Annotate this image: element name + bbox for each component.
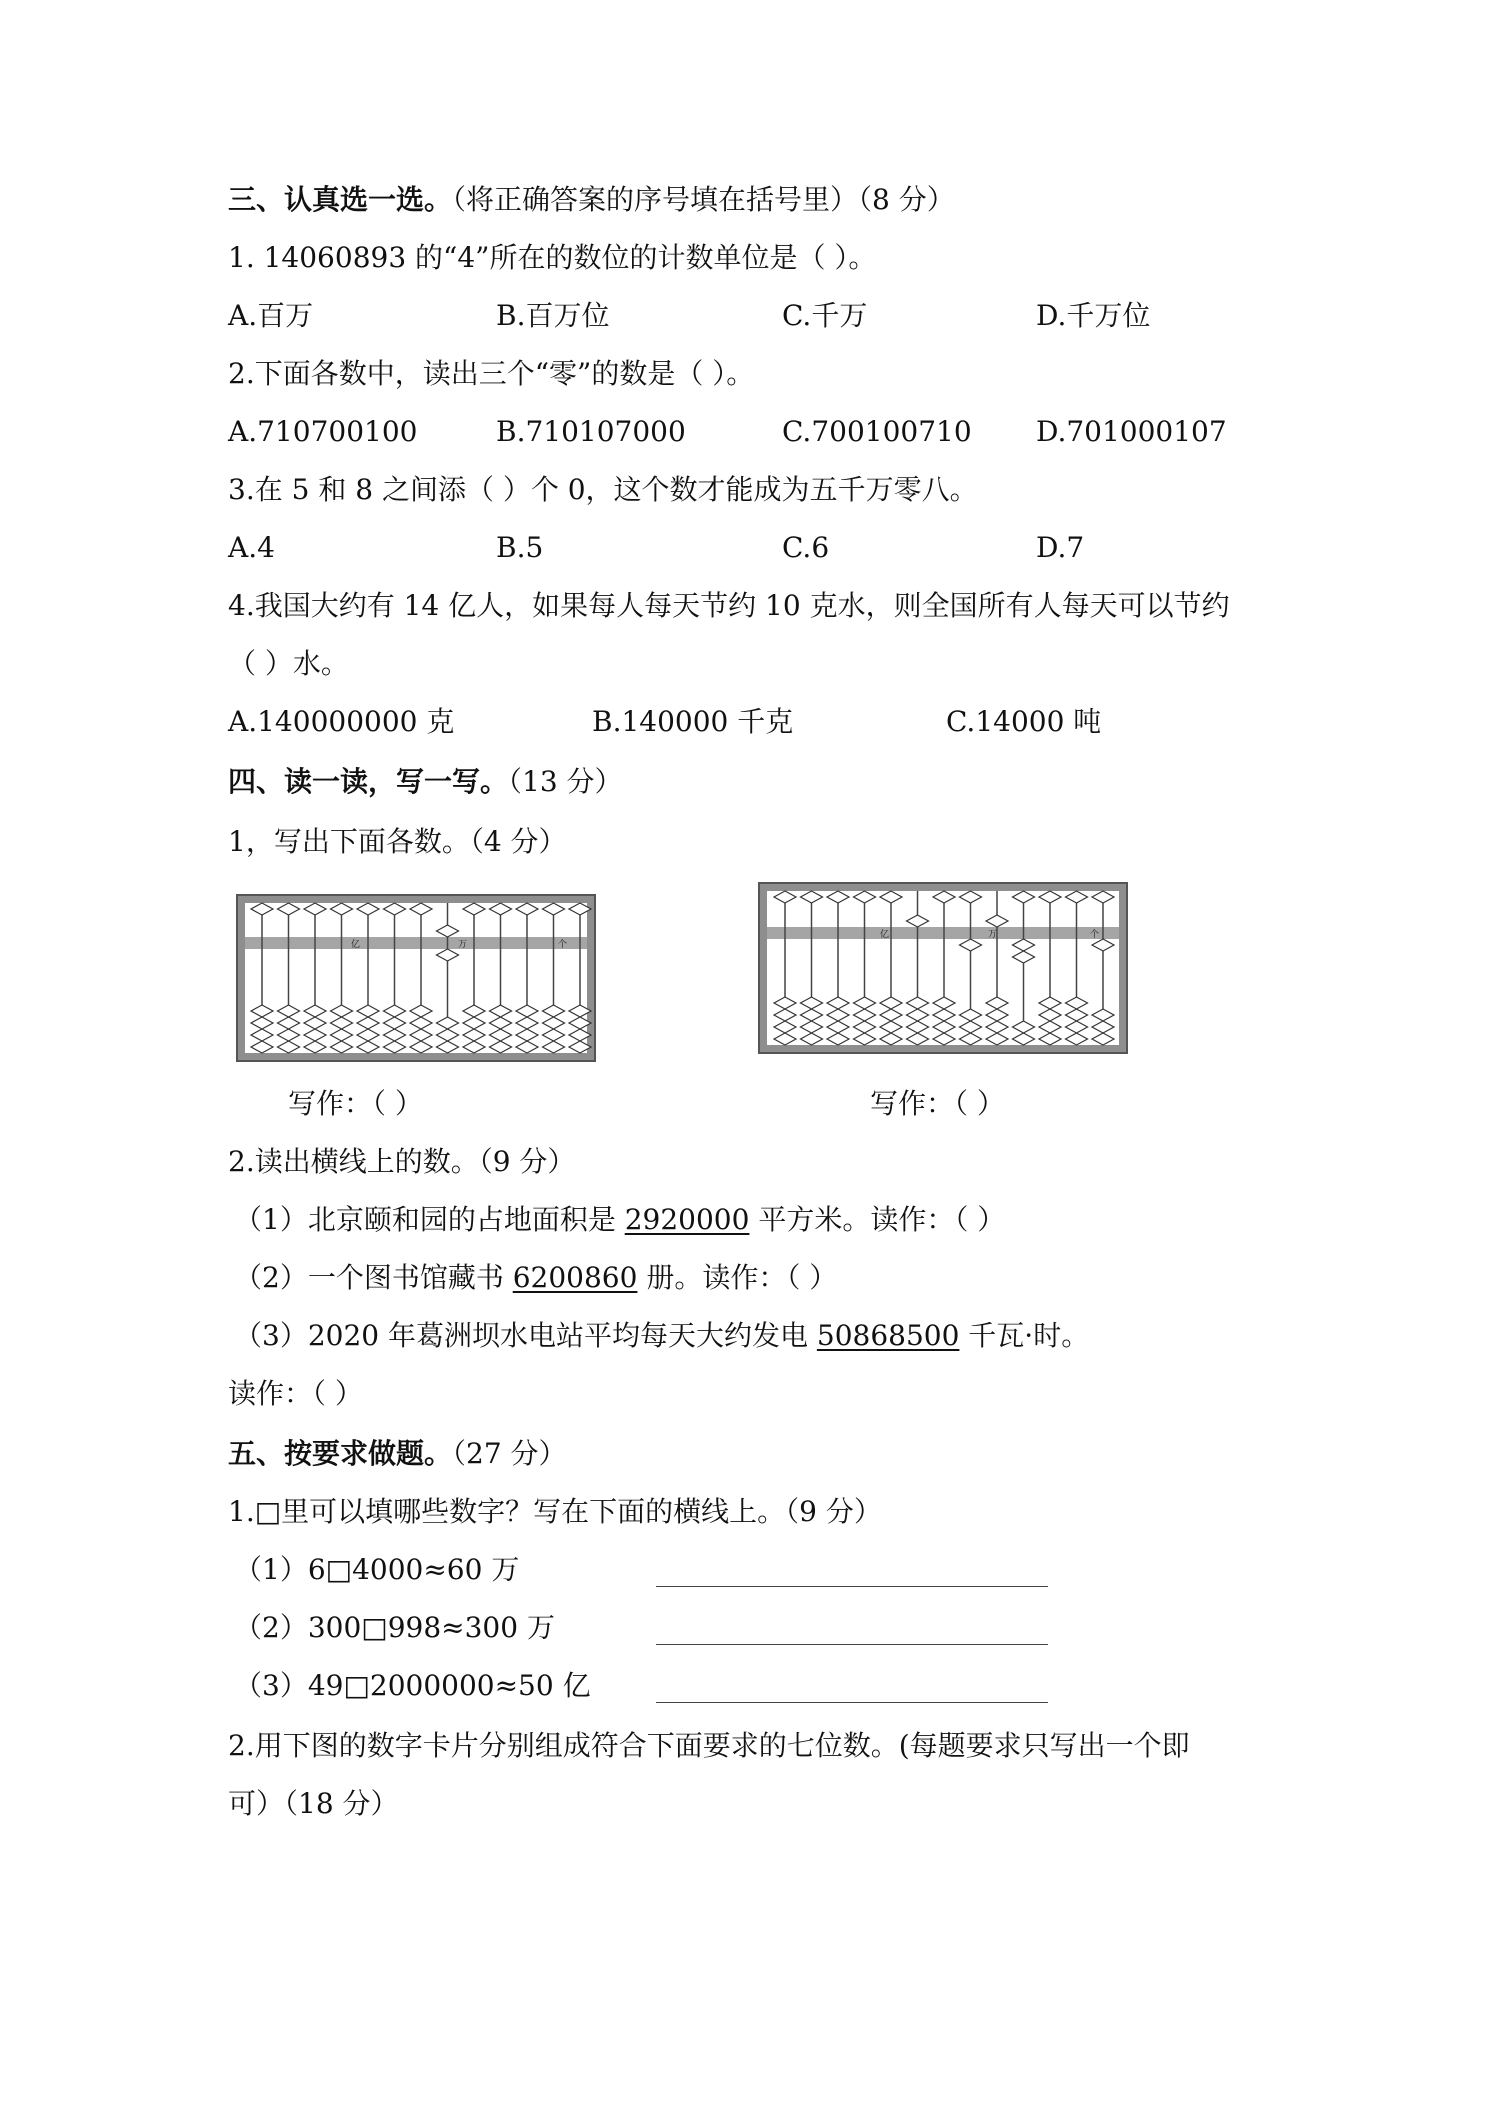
q3-3-option-b: B.5 (496, 531, 544, 564)
section-5-title: 五、按要求做题。 (228, 1437, 453, 1470)
q3-2-stem: 2.下面各数中，读出三个“零”的数是（ ）。 (228, 357, 755, 390)
q4-2-item-3 (234, 1316, 1089, 1356)
q3-1-option-d: D.千万位 (1036, 299, 1151, 332)
abacus-label-wan: 万 (988, 930, 998, 940)
section-3-title: 三、认真选一选。 (228, 183, 453, 216)
section-5-note: （27 分） (452, 1437, 567, 1470)
q4-2-item-3-read-answer: 读作：（ ） (228, 1377, 363, 1410)
underlined-number: 2920000 (624, 1203, 750, 1236)
abacus-beam (245, 937, 587, 949)
item-text: 册。读作：（ ） (637, 1261, 838, 1294)
abacus-figure-1 (236, 894, 596, 1062)
q5-1-stem: 1.□里可以填哪些数字？写在下面的横线上。（9 分） (228, 1495, 882, 1528)
q3-1-option-c: C.千万 (782, 299, 868, 332)
q3-2-option-d: D.701000107 (1036, 415, 1227, 448)
section-3-note: （将正确答案的序号填在括号里）（8 分） (452, 183, 955, 216)
underlined-number: 50868500 (816, 1319, 960, 1352)
item-text: （3）2020 年葛洲坝水电站平均每天大约发电 (234, 1319, 817, 1352)
section-5-heading (228, 1434, 567, 1474)
abacus-label-yi: 亿 (351, 940, 361, 950)
q3-4-stem-continued: （ ）水。 (228, 647, 349, 680)
abacus-2-write-answer: 写作：（ ） (870, 1087, 1005, 1120)
q4-2-stem: 2.读出横线上的数。（9 分） (228, 1145, 576, 1178)
q3-3-option-d: D.7 (1036, 531, 1085, 564)
q5-2-stem: 2.用下图的数字卡片分别组成符合下面要求的七位数。(每题要求只写出一个即 (228, 1729, 1190, 1762)
q3-4-option-b: B.140000 千克 (592, 705, 794, 738)
q3-4-option-c: C.14000 吨 (946, 705, 1102, 738)
q4-2-item-2 (234, 1258, 837, 1298)
item-text: 千瓦·时。 (959, 1319, 1090, 1352)
section-4-note: （13 分） (508, 765, 623, 798)
section-3-heading (228, 180, 955, 220)
answer-line-1[interactable] (656, 1586, 1048, 1587)
q3-4-stem: 4.我国大约有 14 亿人，如果每人每天节约 10 克水，则全国所有人每天可以节约 (228, 589, 1230, 622)
q3-3-option-c: C.6 (782, 531, 830, 564)
q3-2-option-c: C.700100710 (782, 415, 972, 448)
abacus-beam (767, 927, 1119, 939)
answer-line-3[interactable] (656, 1702, 1048, 1703)
underlined-number: 6200860 (512, 1261, 638, 1294)
q3-2-option-b: B.710107000 (496, 415, 686, 448)
q5-1-item-2: （2）300□998≈300 万 (234, 1611, 555, 1644)
section-4-heading (228, 762, 623, 802)
answer-line-2[interactable] (656, 1644, 1048, 1645)
abacus-label-ge: 个 (1090, 930, 1100, 940)
q4-2-item-1 (234, 1200, 1005, 1240)
section-4-title: 四、读一读，写一写。 (228, 765, 509, 798)
q3-3-option-a: A.4 (228, 531, 275, 564)
abacus-1-write-answer: 写作：（ ） (288, 1087, 423, 1120)
q5-1-item-1: （1）6□4000≈60 万 (234, 1553, 520, 1586)
q3-1-option-b: B.百万位 (496, 299, 610, 332)
q3-3-stem: 3.在 5 和 8 之间添（ ）个 0，这个数才能成为五千万零八。 (228, 473, 978, 506)
q3-1-option-a: A.百万 (228, 299, 314, 332)
q3-2-option-a: A.710700100 (228, 415, 418, 448)
abacus-label-ge: 个 (558, 940, 568, 950)
abacus-inner (245, 903, 587, 1053)
item-text: 平方米。读作：（ ） (749, 1203, 1006, 1236)
q3-1-stem: 1. 14060893 的“4”所在的数位的计数单位是（ ）。 (228, 241, 877, 274)
q5-1-item-3: （3）49□2000000≈50 亿 (234, 1669, 591, 1702)
item-text: （1）北京颐和园的占地面积是 (234, 1203, 625, 1236)
q5-2-stem-continued: 可）（18 分） (228, 1787, 399, 1820)
item-text: （2）一个图书馆藏书 (234, 1261, 513, 1294)
abacus-figure-2 (758, 882, 1128, 1054)
q4-1-stem: 1，写出下面各数。（4 分） (228, 825, 567, 858)
abacus-label-wan: 万 (458, 940, 468, 950)
abacus-label-yi: 亿 (880, 930, 890, 940)
q3-4-option-a: A.140000000 克 (228, 705, 455, 738)
